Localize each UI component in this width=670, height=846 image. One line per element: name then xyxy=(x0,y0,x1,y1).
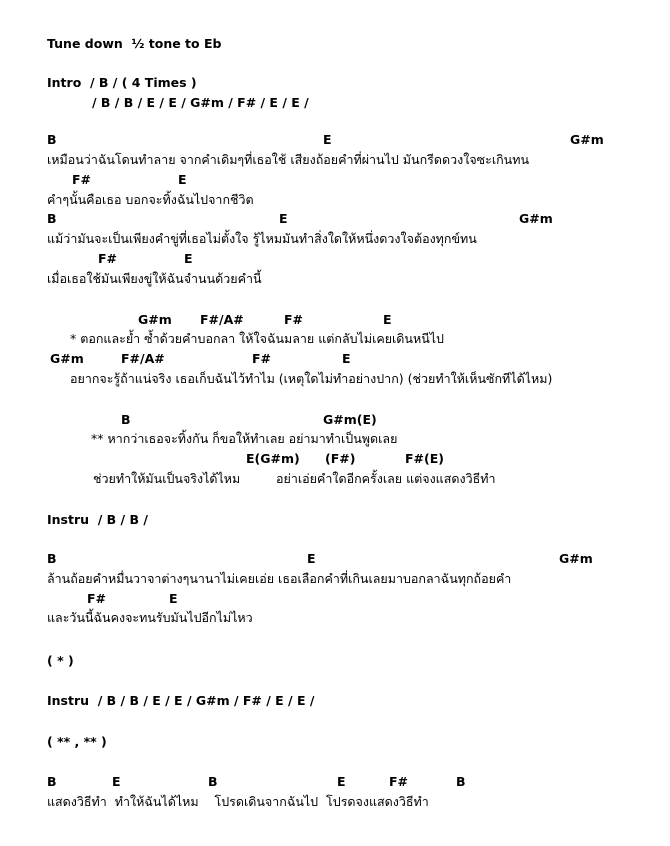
chord: F# xyxy=(389,774,409,789)
chord: E xyxy=(178,172,187,187)
chord: G#m xyxy=(519,211,553,226)
chord: E xyxy=(112,774,121,789)
chord: E xyxy=(383,312,392,327)
repeat-chorus: ( ** , ** ) xyxy=(47,734,107,749)
chord: B xyxy=(47,132,57,147)
chord: B xyxy=(47,774,57,789)
lyric-line: ** หากว่าเธอจะทิ้งกัน ก็ขอให้ทำเลย อย่ามาทำเป็นพูดเลย xyxy=(91,431,398,446)
chord: E(G#m) xyxy=(246,451,300,466)
chord: E xyxy=(323,132,332,147)
chord: F# xyxy=(252,351,272,366)
chord: B xyxy=(121,412,131,427)
chord: E xyxy=(307,551,316,566)
chord: F# xyxy=(87,591,107,606)
chord: F#(E) xyxy=(405,451,444,466)
chord: G#m xyxy=(50,351,84,366)
chord: F#/A# xyxy=(121,351,165,366)
chord: E xyxy=(342,351,351,366)
tuning-note: Tune down ½ tone to Eb xyxy=(47,36,222,51)
lyric-line: และวันนี้ฉันคงจะทนรับมันไปอีกไม่ไหว xyxy=(47,610,253,625)
intro-label: Intro / B / ( 4 Times ) xyxy=(47,75,197,90)
repeat-pre-chorus: ( * ) xyxy=(47,653,74,668)
lyric-line: อยากจะรู้ถ้าแน่จริง เธอเก็บฉันไว้ทำไม (เหตุใดไม่ทำอย่างปาก) (ช่วยทำให้เห็นซักทีได้ไหม) xyxy=(70,371,553,386)
chord: (F#) xyxy=(325,451,356,466)
lyric-line: ล้านถ้อยคำหมื่นวาจาต่างๆนานาไม่เคยเอ่ย เธอเลือกคำที่เกินเลยมาบอกลาฉันทุกถ้อยคำ xyxy=(47,571,512,586)
chord: G#m xyxy=(570,132,604,147)
lyric-line: คำๆนั้นคือเธอ บอกจะทิ้งฉันไปจากชีวิต xyxy=(47,192,254,207)
lyric-line: เมื่อเธอใช้มันเพียงขู่ให้ฉันจำนนด้วยคำนี้ xyxy=(47,271,262,286)
chord: F#/A# xyxy=(200,312,244,327)
instru-1: Instru / B / B / xyxy=(47,512,148,527)
intro-chords: / B / B / E / E / G#m / F# / E / E / xyxy=(92,95,309,110)
chord: F# xyxy=(98,251,118,266)
chord: B xyxy=(47,211,57,226)
lyric-line: ช่วยทำให้มันเป็นจริงได้ไหม อย่าเอ่ยคำใดอีกครั้งเลย แต่จงแสดงวิธีทำ xyxy=(93,471,496,486)
chord: E xyxy=(169,591,178,606)
lyric-line: เหมือนว่าฉันโดนทำลาย จากคำเดิมๆที่เธอใช้ เสียงถ้อยคำที่ผ่านไป มันกรีดดวงใจซะเกินทน xyxy=(47,152,530,167)
chord: G#m xyxy=(559,551,593,566)
chord: B xyxy=(208,774,218,789)
lyric-line: แม้ว่ามันจะเป็นเพียงคำขู่ที่เธอไม่ตั้งใจ รู้ไหมมันทำสิ่งใดให้หนึ่งดวงใจต้องทุกข์ทน xyxy=(47,231,477,246)
chord: B xyxy=(47,551,57,566)
chord: F# xyxy=(284,312,304,327)
instru-2: Instru / B / B / E / E / G#m / F# / E / E / xyxy=(47,693,315,708)
chord: G#m xyxy=(138,312,172,327)
chord: E xyxy=(184,251,193,266)
chord: F# xyxy=(72,172,92,187)
chord: E xyxy=(337,774,346,789)
chord: G#m(E) xyxy=(323,412,377,427)
chord: B xyxy=(456,774,466,789)
lyric-line: * ตอกและย้ำ ซ้ำด้วยคำบอกลา ให้ใจฉันมลาย แต่กลับไม่เคยเดินหนีไป xyxy=(70,331,444,346)
chord: E xyxy=(279,211,288,226)
lyric-line: แสดงวิธีทำ ทำให้ฉันได้ไหม โปรดเดินจากฉันไป โปรดจงแสดงวิธีทำ xyxy=(47,794,429,809)
